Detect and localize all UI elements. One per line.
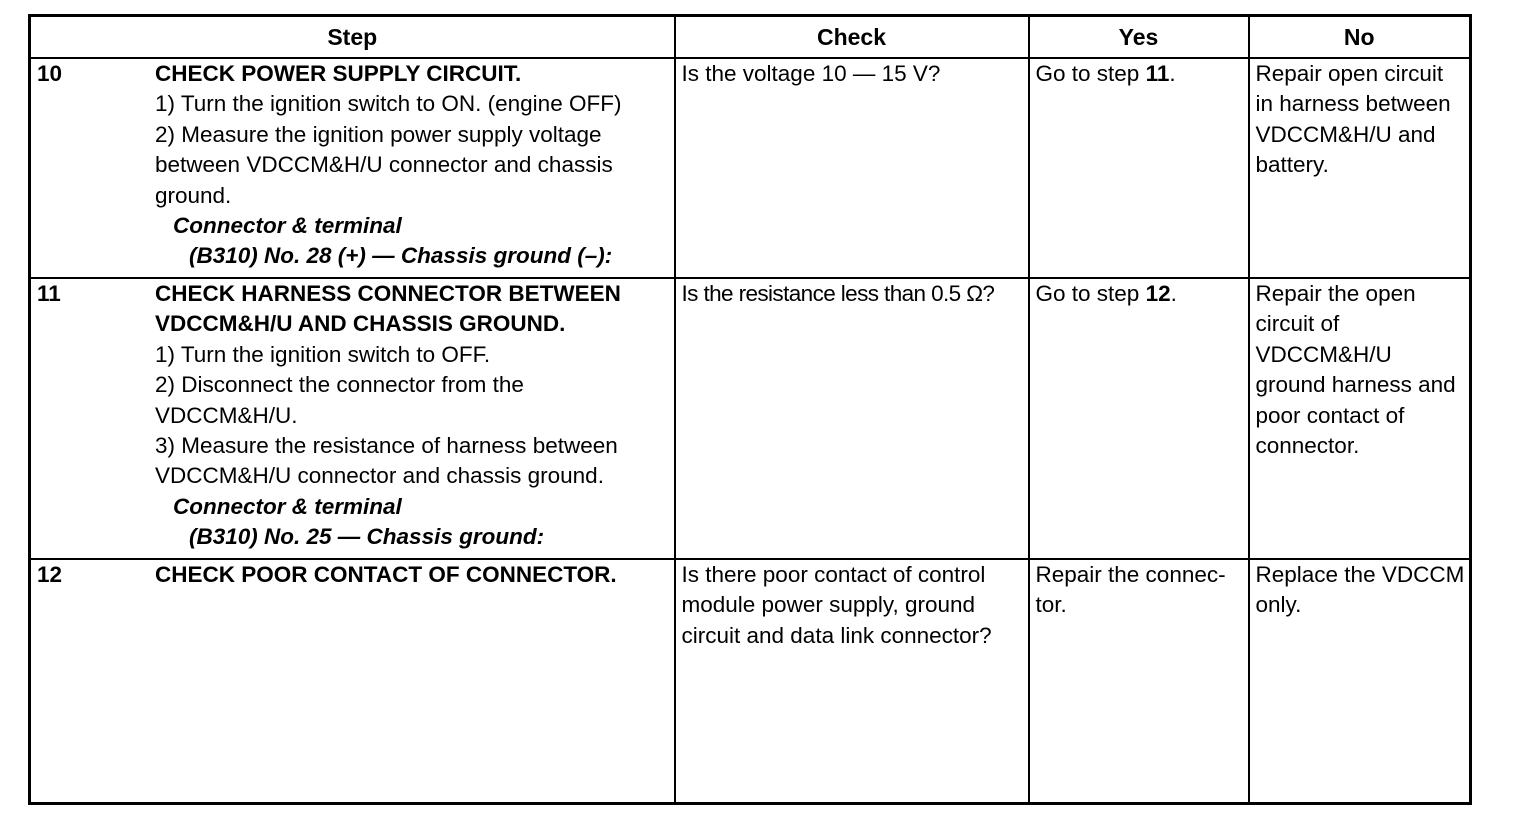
yes-step: 12 [1145,281,1171,306]
table-row [30,559,1471,804]
yes-step: 11 [1145,61,1170,86]
yes-text [1030,59,1248,89]
step-line: 2) Disconnect the connector from the [155,372,524,398]
check-cell [675,58,1029,278]
header-row [30,16,1471,59]
header-step: Step [30,16,675,59]
step-cell [30,559,675,804]
yes-suffix: . [1170,281,1177,306]
header-yes: Yes [1029,16,1249,59]
no-cell [1249,58,1471,278]
yes-cell [1029,559,1249,804]
check-cell [675,559,1029,804]
no-text: Replace the VDCCM only. [1255,562,1465,618]
step-line: 3) Measure the resistance of harness between [155,433,618,459]
yes-text: Repair the connec- tor. [1035,562,1226,618]
step-title: CHECK POOR CONTACT OF CONNECTOR. [155,562,617,587]
diagnostic-table [28,14,1472,805]
step-cell [30,58,675,278]
step-cell [30,278,675,559]
header-check: Check [675,16,1029,59]
step-number: 10 [37,61,63,86]
check-cell [675,278,1029,559]
yes-cell [1029,278,1249,559]
table-row [30,278,1471,559]
no-text: Repair open circuit in harness between VDCCM&H/U and battery. [1255,61,1451,178]
step-number: 11 [37,281,61,306]
check-text: Is there poor contact of control module power supply, ground circuit and data link connector? [681,562,992,648]
yes-suffix: . [1169,61,1176,86]
step-line: between VDCCM&H/U connector and chassis [155,152,613,178]
step-number: 12 [37,562,63,587]
table-row [30,58,1471,278]
no-cell [1249,559,1471,804]
step-line: 2) Measure the ignition power supply voltage [155,121,602,147]
no-cell [1249,278,1471,559]
check-text: Is the voltage 10 — 15 V? [681,61,941,86]
yes-text [1030,279,1248,309]
step-line: VDCCM&H/U connector and chassis ground. [155,463,604,489]
step-title: CHECK POWER SUPPLY CIRCUIT. [155,61,522,86]
no-text: Repair the open circuit of VDCCM&H/U ground harness and poor contact of connector. [1255,281,1456,459]
step-title: CHECK HARNESS CONNECTOR BETWEEN [155,281,621,306]
check-text: Is the resistance less than 0.5 Ω? [681,281,995,306]
step-line: 1) Turn the ignition switch to OFF. [155,341,491,367]
connector-label: Connector & terminal [173,493,402,519]
connector-value: (B310) No. 28 (+) — Chassis ground (–): [189,243,613,269]
step-line: VDCCM&H/U. [155,402,298,428]
yes-cell [1029,58,1249,278]
step-line: ground. [155,182,232,208]
step-line: 1) Turn the ignition switch to ON. (engine OFF) [155,91,622,117]
connector-label: Connector & terminal [173,213,402,239]
yes-prefix: Go to step [1035,281,1146,306]
step-title: VDCCM&H/U AND CHASSIS GROUND. [155,311,566,337]
yes-prefix: Go to step [1035,61,1146,86]
header-no: No [1249,16,1471,59]
connector-value: (B310) No. 25 — Chassis ground: [189,524,545,550]
